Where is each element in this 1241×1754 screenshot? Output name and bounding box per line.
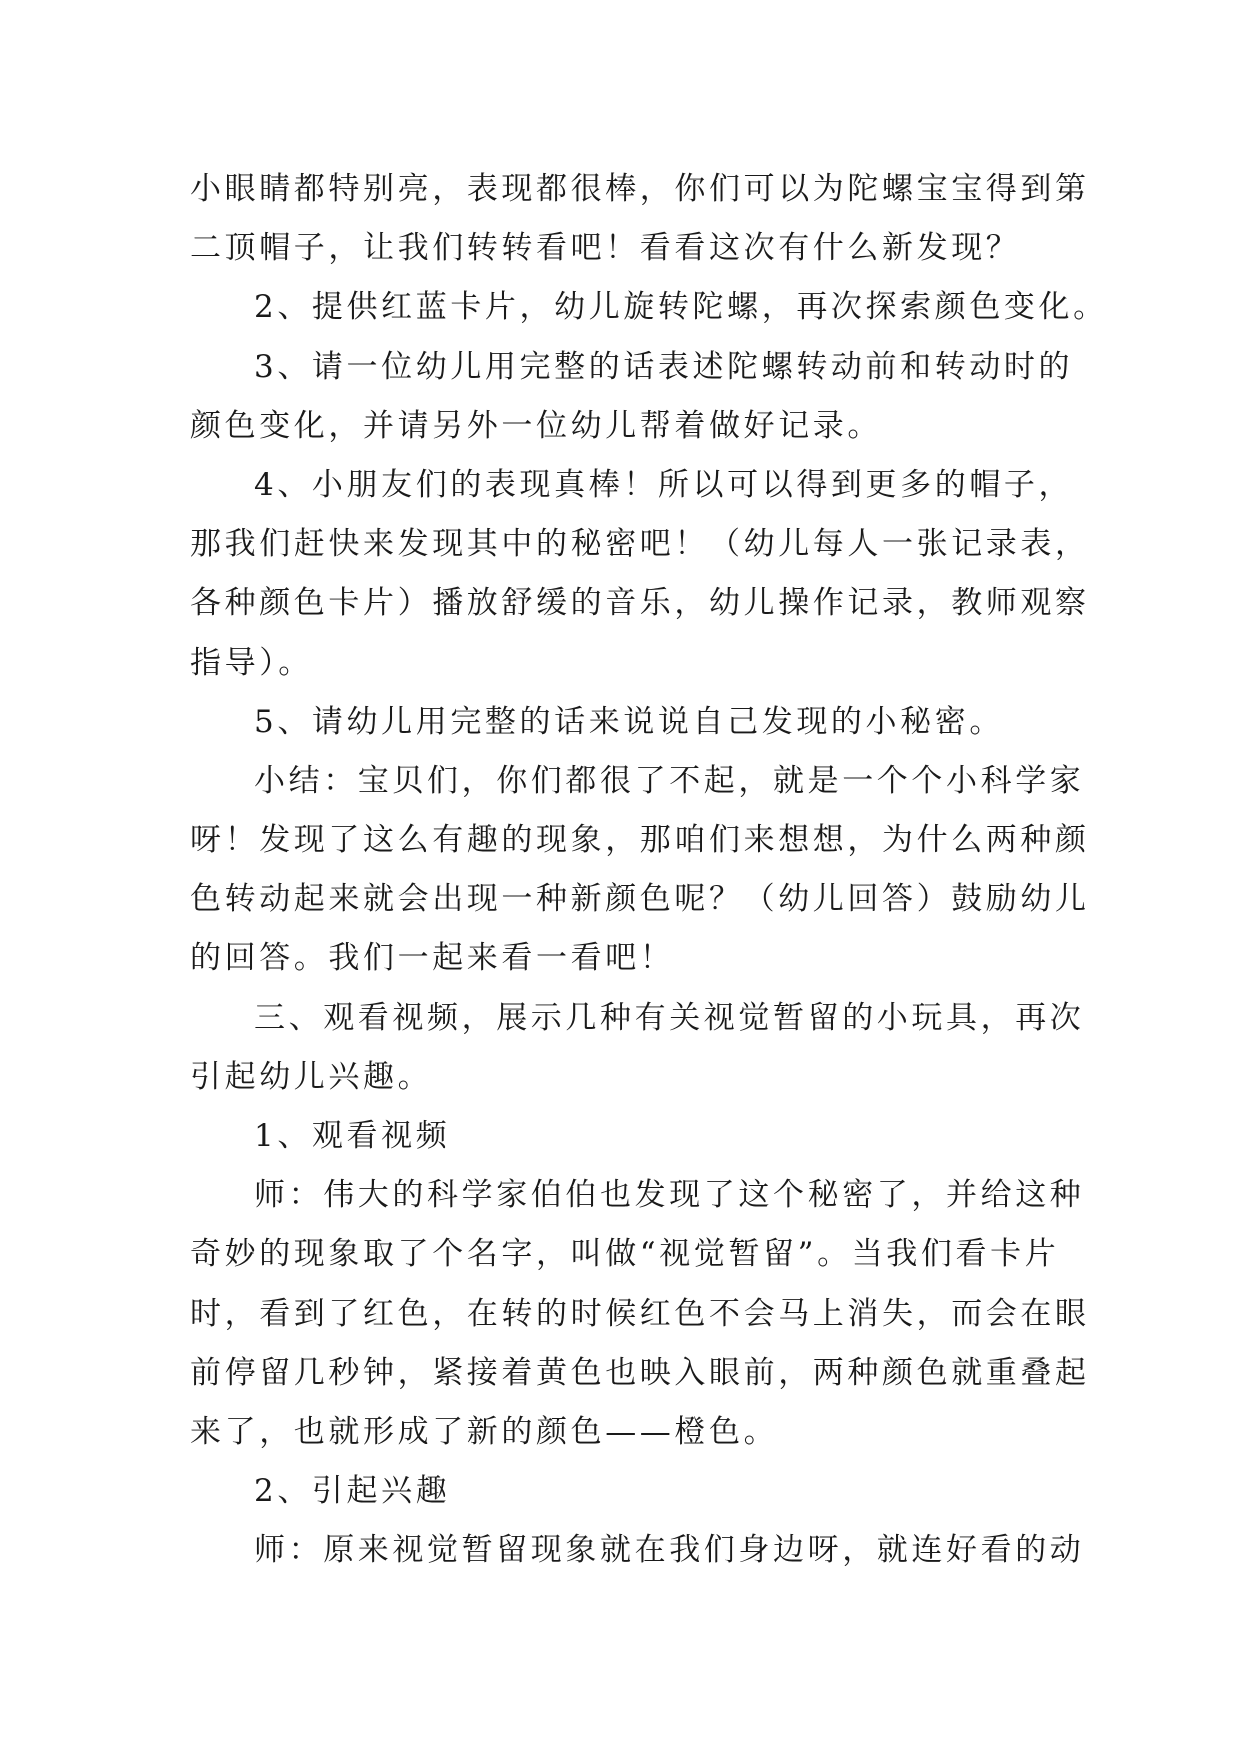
text-line: 各种颜色卡片）播放舒缓的音乐，幼儿操作记录，教师观察 xyxy=(190,585,1090,622)
text-line: 二顶帽子，让我们转转看吧！看看这次有什么新发现？ xyxy=(190,230,1021,267)
text-line: 呀！发现了这么有趣的现象，那咱们来想想，为什么两种颜 xyxy=(190,822,1090,859)
text-line: 小结：宝贝们，你们都很了不起，就是一个个小科学家 xyxy=(254,762,1085,799)
text-line: 2、提供红蓝卡片，幼儿旋转陀螺，再次探索颜色变化。 xyxy=(254,289,1108,326)
text-line: 1、观看视频 xyxy=(254,1118,451,1154)
text-line: 时，看到了红色，在转的时候红色不会马上消失，而会在眼 xyxy=(190,1295,1090,1332)
text-line: 奇妙的现象取了个名字，叫做“视觉暂留”。当我们看卡片 xyxy=(190,1236,1060,1273)
text-line: 指导）。 xyxy=(190,644,313,681)
text-line: 师：原来视觉暂留现象就在我们身边呀，就连好看的动 xyxy=(254,1532,1085,1569)
text-line: 4、小朋友们的表现真棒！所以可以得到更多的帽子， xyxy=(254,466,1074,503)
text-line: 3、请一位幼儿用完整的话表述陀螺转动前和转动时的 xyxy=(254,348,1074,385)
text-line: 那我们赶快来发现其中的秘密吧！（幼儿每人一张记录表， xyxy=(190,526,1090,563)
text-line: 师：伟大的科学家伯伯也发现了这个秘密了，并给这种 xyxy=(254,1177,1085,1214)
text-line: 来了，也就形成了新的颜色——橙色。 xyxy=(190,1413,779,1450)
text-line: 小眼睛都特别亮，表现都很棒，你们可以为陀螺宝宝得到第 xyxy=(190,171,1090,207)
text-line: 的回答。我们一起来看一看吧！ xyxy=(190,940,675,977)
text-line: 2、引起兴趣 xyxy=(254,1473,451,1510)
text-line: 色转动起来就会出现一种新颜色呢？（幼儿回答）鼓励幼儿 xyxy=(190,881,1090,918)
body-text xyxy=(190,160,1108,1581)
text-line: 5、请幼儿用完整的话来说说自己发现的小秘密。 xyxy=(254,703,1004,740)
text-line: 三、观看视频，展示几种有关视觉暂留的小玩具，再次 xyxy=(254,999,1085,1036)
text-line: 引起幼儿兴趣。 xyxy=(190,1058,433,1095)
text-line: 颜色变化，并请另外一位幼儿帮着做好记录。 xyxy=(190,407,882,444)
text-line: 前停留几秒钟，紧接着黄色也映入眼前，两种颜色就重叠起 xyxy=(190,1354,1090,1391)
